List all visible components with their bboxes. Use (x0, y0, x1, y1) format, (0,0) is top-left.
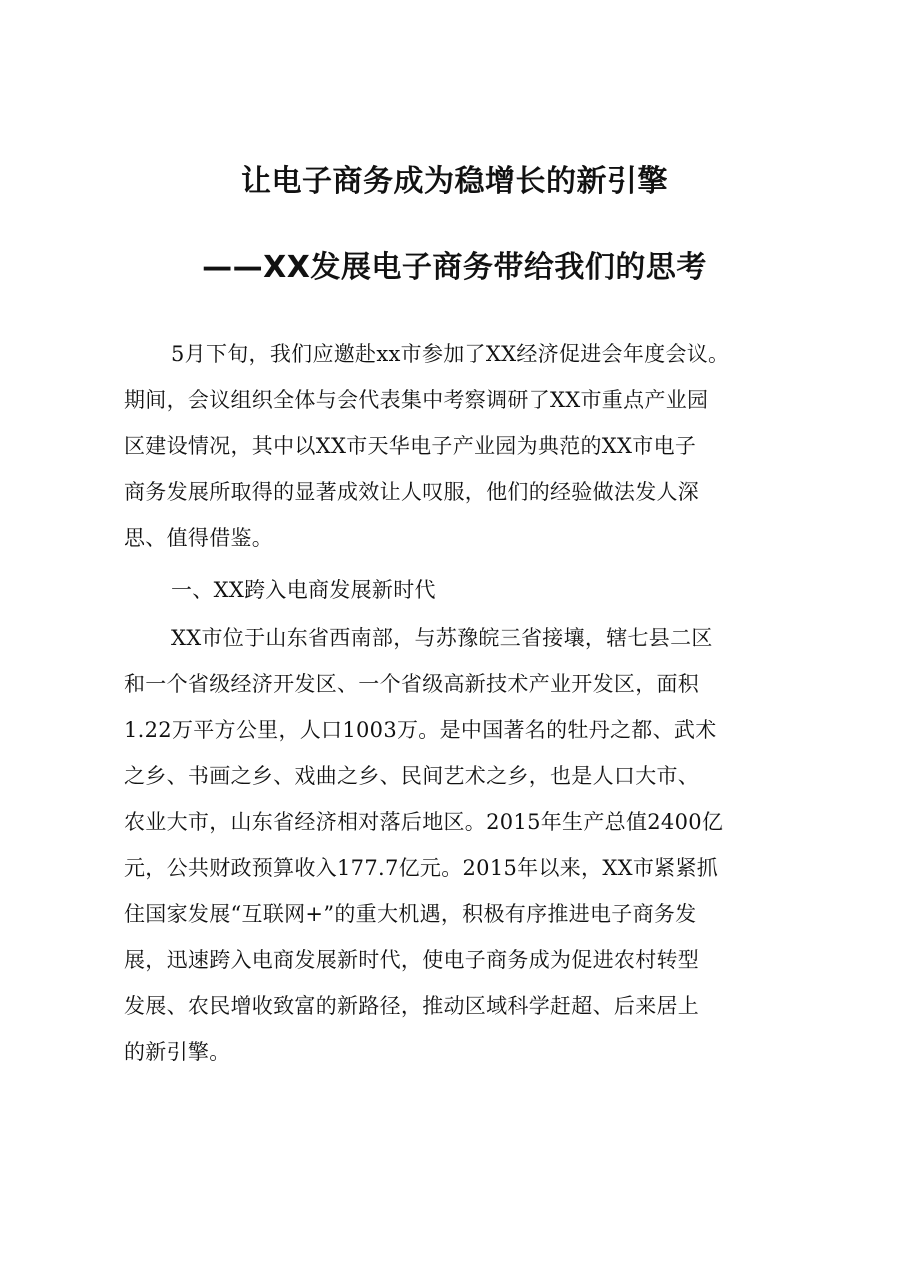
paragraph-line: 农业大市，山东省经济相对落后地区。2015年生产总值2400亿 (124, 810, 724, 834)
paragraph-line: 元，公共财政预算收入177.7亿元。2015年以来，XX市紧紧抓 (124, 856, 719, 880)
paragraph-line: 和一个省级经济开发区、一个省级高新技术产业开发区，面积 (124, 672, 700, 696)
paragraph-line: 1.22万平方公里，人口1003万。是中国著名的牡丹之都、武术 (124, 718, 717, 742)
section-heading-text: 一、XX跨入电商发展新时代 (171, 578, 436, 602)
paragraph-line: 商务发展所取得的显著成效让人叹服，他们的经验做法发人深 (124, 480, 700, 504)
paragraph-line: XX市位于山东省西南部，与苏豫皖三省接壤，辖七县二区 (171, 626, 713, 650)
paragraph-line: 5月下旬，我们应邀赴xx市参加了XX经济促进会年度会议。 (171, 342, 730, 366)
paragraph-line: 发展、农民增收致富的新路径，推动区域科学赶超、后来居上 (124, 994, 700, 1018)
paragraph-2 (124, 615, 804, 1075)
paragraph-line: 住国家发展“互联网+”的重大机遇，积极有序推进电子商务发 (124, 902, 697, 926)
document-subtitle: ——XX发展电子商务带给我们的思考 (202, 250, 707, 285)
paragraph-line: 展，迅速跨入电商发展新时代，使电子商务成为促进农村转型 (124, 948, 700, 972)
paragraph-line: 区建设情况，其中以XX市天华电子产业园为典范的XX市电子 (124, 434, 697, 458)
paragraph-line: 期间，会议组织全体与会代表集中考察调研了XX市重点产业园 (124, 388, 709, 412)
paragraph-line: 的新引擎。 (124, 1040, 231, 1064)
paragraph-line: 思、值得借鉴。 (124, 526, 274, 550)
section-heading (124, 567, 804, 613)
paragraph-line: 之乡、书画之乡、戏曲之乡、民间艺术之乡，也是人口大市、 (124, 764, 700, 788)
paragraph-1 (124, 331, 804, 561)
document-title: 让电子商务成为稳增长的新引擎 (241, 164, 668, 199)
